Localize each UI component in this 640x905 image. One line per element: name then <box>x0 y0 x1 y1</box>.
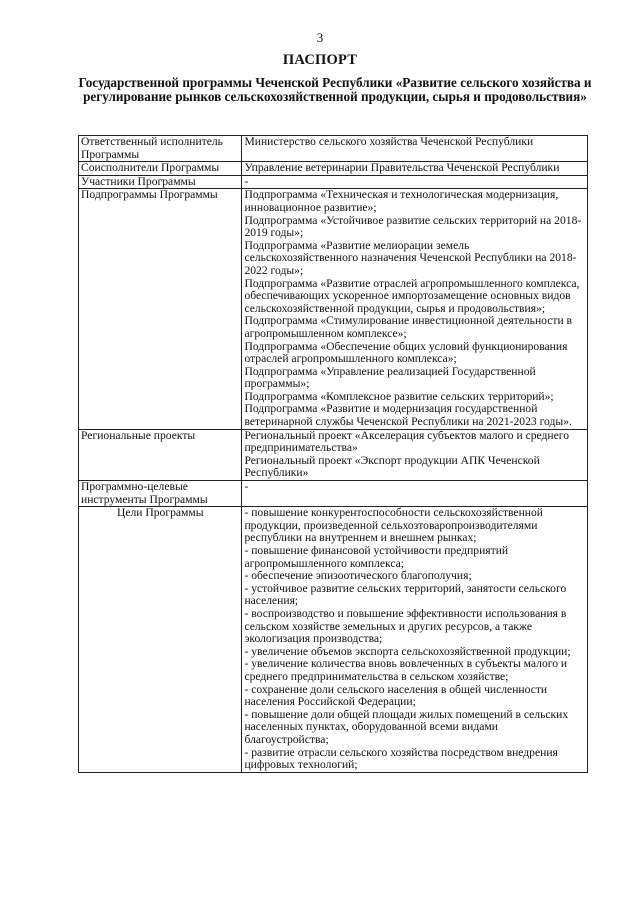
row-label: Программно-целевые инструменты Программы <box>79 481 242 507</box>
table-row-subprograms <box>79 189 588 429</box>
list-item: - устойчивое развитие сельских территорий, занятости сельского населения; <box>244 581 567 608</box>
list-item: Подпрограмма «Устойчивое развитие сельских территорий на 2018-2019 годы»; <box>244 213 582 240</box>
row-label: Подпрограммы Программы <box>79 189 242 429</box>
row-label: Региональные проекты <box>79 429 242 480</box>
table-row-executor <box>79 136 588 162</box>
list-item: - повышение доли общей площади жилых помещений в сельских населенных пунктах, оборудованной всеми видами благоустройства; <box>244 707 569 746</box>
list-item: Региональный проект «Экспорт продукции АПК Чеченской Республики» <box>244 453 540 480</box>
row-value-list <box>242 507 588 772</box>
row-label: Цели Программы <box>79 507 242 772</box>
row-value: Министерство сельского хозяйства Чеченской Республики <box>242 136 588 162</box>
list-item: Подпрограмма «Обеспечение общих условий функционирования отраслей агропромышленного комплекса»; <box>244 339 568 366</box>
table-row-participants <box>79 175 588 189</box>
row-label: Ответственный исполнитель Программы <box>79 136 242 162</box>
list-item: - воспроизводство и повышение эффективности использования в сельском хозяйстве земельных и других ресурсов, а также экологизация производства; <box>244 606 567 646</box>
list-item: - сохранение доли сельского населения в общей численности населения Российской Федерации; <box>244 682 548 709</box>
list-item: Подпрограмма «Развитие отраслей агропромышленного комплекса, обеспечивающих ускоренное импортозамещение основных видов сельскохозяйственной продукции, сырья и продовольствия»; <box>244 276 580 315</box>
table-row-goals <box>79 507 588 772</box>
row-value-list <box>242 189 588 429</box>
document-subtitle: Государственной программы Чеченской Республики «Развитие сельского хозяйства и регулирование рынков сельскохозяйственной продукции, сырья и продовольствия» <box>78 75 592 104</box>
table-row-coexecutors <box>79 162 588 176</box>
page-number: 3 <box>316 30 324 45</box>
row-value: Управление ветеринарии Правительства Чеченской Республики <box>242 162 588 176</box>
document-title: ПАСПОРТ <box>282 52 358 68</box>
list-item: Подпрограмма «Техническая и технологическая модернизация, инновационное развитие»; <box>244 188 559 214</box>
list-item: - обеспечение эпизоотического благополучия; <box>244 569 472 583</box>
list-item: - повышение финансовой устойчивости предприятий агропромышленного комплекса; <box>244 544 509 570</box>
list-item: Подпрограмма «Комплексное развитие сельских территорий»; <box>244 389 554 403</box>
list-item: Подпрограмма «Развитие и модернизация государственной ветеринарной службы Чеченской Республики на 2021-2023 годы». <box>244 402 572 429</box>
list-item: - увеличение количества вновь вовлеченных в субъекты малого и среднего предпринимательства в сельском хозяйстве; <box>244 657 568 683</box>
table-row-instruments <box>79 481 588 507</box>
row-value: - <box>242 481 588 507</box>
list-item: Подпрограмма «Стимулирование инвестиционной деятельности в агропромышленном комплексе»; <box>244 314 573 340</box>
list-item: Региональный проект «Акселерация субъектов малого и среднего предпринимательства» <box>244 428 570 455</box>
list-item: - повышение конкурентоспособности сельскохозяйственной продукции, произведенной сельхозтоваропроизводителями республики на внутреннем и внешнем рынках; <box>244 506 543 545</box>
row-label: Соисполнители Программы <box>79 162 242 176</box>
list-item: - развитие отрасли сельского хозяйства посредством внедрения цифровых технологий; <box>244 745 558 772</box>
list-item: Подпрограмма «Развитие мелиорации земель сельскохозяйственного назначения Чеченской Республики на 2018-2022 годы»; <box>244 238 577 277</box>
row-label: Участники Программы <box>79 175 242 189</box>
passport-table <box>78 135 588 773</box>
table-row-regional-projects <box>79 429 588 480</box>
list-item: - увеличение объемов экспорта сельскохозяйственной продукции; <box>244 644 571 658</box>
row-value-list <box>242 429 588 480</box>
row-value: - <box>242 175 588 189</box>
list-item: Подпрограмма «Управление реализацией Государственной программы»; <box>244 364 536 391</box>
